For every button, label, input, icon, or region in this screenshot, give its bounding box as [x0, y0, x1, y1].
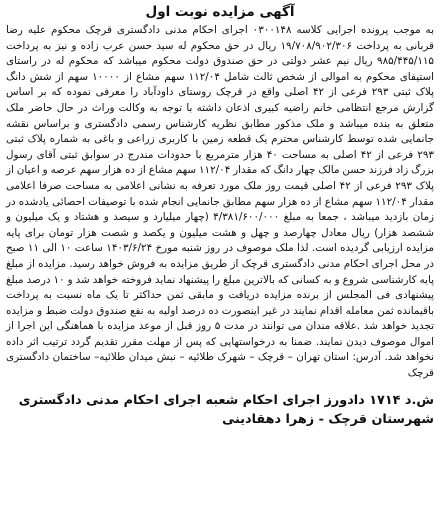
notice-title: آگهی مزایده نوبت اول [145, 4, 295, 20]
signature-line-2: شهرستان قرچک - زهرا دهقادینی [222, 411, 434, 427]
notice-body: به موجب پرونده اجرایی کلاسه ۰۳۰۰۱۴۸ اجرای احکام مدنی دادگستری قرچک محکوم علیه رضا قربانی به پرداخت ۱۹/۷۰۸/۹۰۲/۳۰۶ ریال در حق محکوم له سید حسن عرب زاده و نیز به پرداخت ۹۸۵/۴۴۵/۱۱۵ ریال نیم عشر دولتی در حق صندوق دولت محکوم میباشد که محکوم له در راستای استیفای محکوم به اموالی از شخص ثالث شامل ۱۱۲/۰۴ سهم مشاع از ۱۰۰۰۰ سهم از شش دانگ پلاک ثبتی ۲۹۳ فرعی از ۴۲ اصلی واقع در قرچک روستای داودآباد را معرفی نموده که بر اساس گزارش مرجع انتظامی خانم راضیه کبیری اذعان داشته با توجه به وکالت وراث در حال حاضر ملک متعلق به بنده میباشد و ملک مذکور مطابق نظریه کارشناس رسمی دادگستری و براساس نقشه جانمایی شده توسط کارشناس محترم یک قطعه زمین با کاربری زراعی و باغی به شماره پلاک ثبتی ۲۹۳ فرعی از ۴۲ اصلی به مساحت ۴۰ هزار مترمربع با حدودات مندرج در سوابق ثبتی آقای رسول بزرگ زاد فرزند حسن مالک چهار دانگ که مقدار ۱۱۲/۰۴ سهم مشاع از ده هزار سهم عرصه و اعیان از پلاک ۲۹۳ فرعی از ۴۲ اصلی قیمت روز ملک مورد تعرفه به نشانی اعلامی به مساحت صرفا اعلامی مقدار ۱۱۲/۰۴ سهم مشاع از ده هزار سهم مطابق جانمایی انجام شده با توصیفات احصائی یادشده در زمان بازدید میباشد ، جمعا به مبلغ ۴/۳۸۱/۶۰۰/۰۰۰ (چهار میلیارد و سیصد و هشتاد و یک میلیون و ششصد هزار) ریال معادل چهارصد و چهل و هشت میلیون و یکصد و شصت هزار تومان برای پایه مزایده ارزیابی گردیده است. لذا ملک موصوف در روز شنبه مورخ ۱۴۰۳/۶/۲۴ ساعت ۱۰ الی ۱۱ صبح در محل اجرای احکام مدنی دادگستری قرچک از طریق مزایده به فروش خواهد رسید. مزایده از مبلغ پایه کارشناسی شروع و به کسانی که بالاترین مبلغ را پیشنهاد نماید فروخته خواهد شد و ۱۰ درصد مبلغ پیشنهادی فی المجلس از برنده مزایده دریافت و مابقی ثمن حداکثر تا یک ماه نسبت به پرداخت باقیمانده ثمن معامله اقدام نمایند در غیر اینصورت ده درصد اولیه به نفع صندوق دولت ضبط و مزایده تجدید خواهد شد .علاقه مندان می توانند در مدت ۵ روز قبل از موعد مزایده با هماهنگی این اجرا از اموال موصوف دیدن نمایند. ضمنا به درخواستهایی که پس از مهلت مقرر تقدیم گردد ترتیب اثر داده نخواهد شد. آدرس: استان تهران – قرچک – شهرک طلائیه – نبش میدان طلائیه– ساختمان دادگستری قرچک [6, 24, 435, 380]
notice-signature [6, 391, 434, 429]
signature-line-1: ش.د ۱۷۱۴ دادورز اجرای احکام شعبه اجرای احکام مدنی دادگستری [18, 392, 434, 408]
